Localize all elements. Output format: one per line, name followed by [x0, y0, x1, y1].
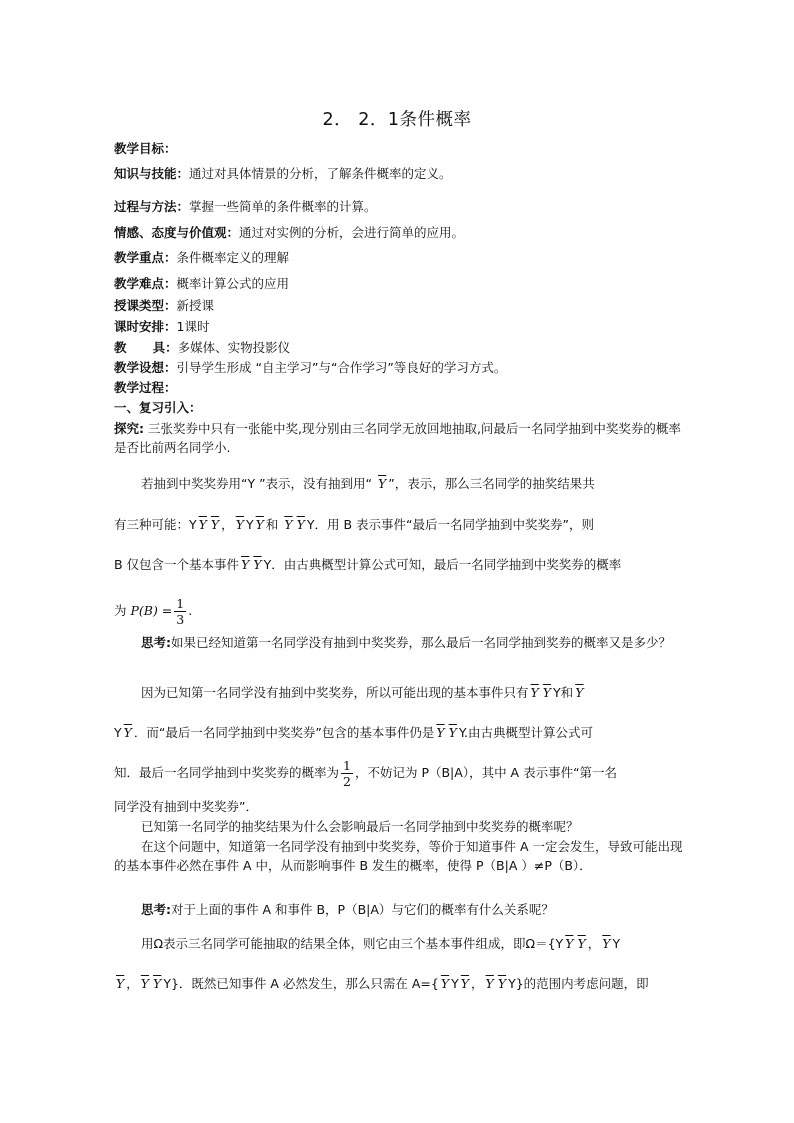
type-label: 授课类型：: [114, 298, 177, 313]
key-line: [114, 248, 684, 267]
explore-paragraph: [114, 419, 684, 457]
text: 用Ω表示三名同学可能抽取的结果全体，则它由三个基本事件组成，即Ω＝{Y: [141, 936, 564, 951]
think2-paragraph: [141, 900, 686, 919]
text: Y.由古典概型计算公式可: [458, 725, 593, 740]
text: .: [188, 603, 193, 618]
hours-label: 课时安排：: [114, 319, 177, 334]
text: ，: [221, 517, 234, 532]
text: 若抽到中奖奖券用“Y ”表示，没有抽到用“: [141, 476, 377, 491]
y-bar-symbol: $\overline{Y}$: [116, 976, 125, 991]
y-bar-symbol: $\overline{Y}$: [497, 976, 507, 991]
text: 因为已知第一名同学没有抽到中奖奖券，所以可能出现的基本事件只有: [141, 685, 529, 700]
design-line: [114, 358, 684, 377]
y-bar-symbol: $\overline{Y}$: [284, 517, 293, 532]
text: Y和: [553, 685, 574, 700]
design-label: 教学设想：: [114, 360, 177, 375]
text: ，: [126, 976, 139, 991]
y-bar-symbol: $\overline{Y}$: [577, 936, 586, 951]
text: 有三种可能：Y: [114, 517, 197, 532]
fraction-numerator: 1: [176, 596, 185, 611]
fraction-one-third: [174, 596, 186, 627]
y-bar-symbol: $\overline{Y}$: [140, 976, 150, 991]
para-line-9: 已知第一名同学的抽奖结果为什么会影响最后一名同学抽到中奖奖券的概率呢？: [141, 819, 579, 834]
key-text: 条件概率定义的理解: [176, 250, 290, 265]
text: ，: [471, 976, 484, 991]
y-bar-symbol: $\overline{Y}$: [448, 725, 457, 740]
text: 为: [114, 603, 131, 618]
tools-text: 多媒体、实物投影仪: [177, 340, 291, 355]
text: Y}的范围内考虑问题，即: [508, 976, 649, 991]
y-bar-symbol: $\overline{Y}$: [378, 476, 387, 491]
para-line-5: [141, 683, 686, 702]
text: Y: [451, 976, 459, 991]
skill-line: [114, 164, 684, 183]
y-bar-symbol: $\overline{Y}$: [253, 557, 262, 572]
fraction-denominator: 2: [343, 774, 351, 789]
text: ，: [587, 936, 601, 951]
y-bar-symbol: $\overline{Y}$: [210, 517, 220, 532]
y-bar-symbol: $\overline{Y}$: [542, 685, 552, 700]
difficulty-text: 概率计算公式的应用: [176, 276, 290, 291]
text: Y}．既然已知事件 A 必然发生，那么只需在 A={: [163, 976, 439, 991]
process-heading: 教学过程：: [114, 380, 177, 395]
formula-pb: P(B) =: [130, 603, 173, 618]
y-bar-symbol: $\overline{Y}$: [565, 936, 574, 951]
key-label: 教学重点：: [114, 250, 177, 265]
para-line-11: [141, 934, 686, 953]
text: 知．最后一名同学抽到中奖奖券的概率为: [114, 765, 340, 780]
para-line-1: [141, 474, 686, 493]
para-line-8: 同学没有抽到中奖奖券”．: [114, 799, 258, 814]
para-line-2: [114, 515, 684, 534]
type-text: 新授课: [176, 298, 215, 313]
think1-paragraph: [114, 633, 684, 652]
explore-text: 三张奖券中只有一张能中奖,现分别由三名同学无放回地抽取,问最后一名同学抽到中奖奖券的概率是否比前两名同学小.: [114, 421, 681, 455]
tools-label: 教 具：: [114, 340, 178, 355]
skill-text: 通过对具体情景的分析，了解条件概率的定义。: [189, 166, 452, 181]
explore-label: 探究:: [114, 421, 144, 436]
emotion-text: 通过对实例的分析，会进行简单的应用。: [239, 225, 465, 240]
y-bar-symbol: $\overline{Y}$: [153, 976, 162, 991]
type-line: [114, 296, 684, 315]
process-label: 过程与方法：: [114, 199, 190, 214]
text: ，不妨记为 P（B|A），其中 A 表示事件“第一名: [354, 765, 618, 780]
y-bar-symbol: $\overline{Y}$: [123, 725, 132, 740]
y-bar-symbol: $\overline{Y}$: [198, 517, 207, 532]
fraction-denominator: 3: [176, 612, 185, 627]
skill-label: 知识与技能：: [114, 166, 190, 181]
fraction-numerator: 1: [343, 758, 351, 773]
process-text: 掌握一些简单的条件概率的计算。: [189, 199, 377, 214]
para-line-4: [114, 594, 684, 628]
text: ．而“最后一名同学抽到中奖奖券”包含的基本事件仍是: [133, 725, 435, 740]
y-bar-symbol: $\overline{Y}$: [602, 936, 611, 951]
text: Y: [114, 725, 122, 740]
para-line-12: [114, 974, 684, 993]
para-line-3: [114, 555, 684, 574]
y-bar-symbol: $\overline{Y}$: [485, 976, 494, 991]
fraction-one-half: [341, 758, 353, 789]
think1-label: 思考:: [141, 635, 171, 650]
emotion-line: [114, 223, 684, 242]
y-bar-symbol: $\overline{Y}$: [235, 517, 244, 532]
y-bar-symbol: $\overline{Y}$: [296, 517, 305, 532]
difficulty-line: [114, 274, 684, 293]
y-bar-symbol: $\overline{Y}$: [436, 725, 445, 740]
para-line-10: 在这个问题中，知道第一名同学没有抽到中奖奖券，等价于知道事件 A 一定会发生，导致可能出现的基本事件必然在事件 A 中，从而影响事件 B 发生的概率，使得 P（B|A ）≠P（B）．: [114, 839, 683, 873]
y-bar-symbol: $\overline{Y}$: [241, 557, 250, 572]
tools-line: [114, 338, 684, 357]
y-bar-symbol: $\overline{Y}$: [440, 976, 450, 991]
process-line: [114, 197, 684, 216]
hours-text: 1课时: [176, 319, 210, 334]
text: Y．由古典概型计算公式可知，最后一名同学抽到中奖奖券的概率: [263, 557, 622, 572]
para-line-7: [114, 756, 684, 790]
text: ”，表示，那么三名同学的抽奖结果共: [388, 476, 595, 491]
para-line-6: [114, 723, 684, 742]
text: 和: [265, 517, 283, 532]
text: Y: [612, 936, 621, 951]
difficulty-label: 教学难点：: [114, 276, 177, 291]
think2-text: 对于上面的事件 A 和事件 B，P（B|A）与它们的概率有什么关系呢？: [171, 902, 554, 917]
design-text: 引导学生形成 “自主学习”与“合作学习”等良好的学习方式。: [176, 360, 507, 375]
section-review-heading: 一、复习引入：: [114, 400, 202, 415]
text: Y．用 B 表示事件“最后一名同学抽到中奖奖券”，则: [306, 517, 594, 532]
page-title: 2． 2．1条件概率: [322, 110, 472, 130]
y-bar-symbol: $\overline{Y}$: [575, 685, 584, 700]
text: Y: [245, 517, 254, 532]
text: B 仅包含一个基本事件: [114, 557, 240, 572]
teaching-goal-heading: 教学目标：: [114, 141, 177, 156]
y-bar-symbol: $\overline{Y}$: [530, 685, 539, 700]
hours-line: [114, 317, 684, 336]
think1-text: 如果已经知道第一名同学没有抽到中奖奖券，那么最后一名同学抽到奖券的概率又是多少？: [171, 635, 672, 650]
y-bar-symbol: $\overline{Y}$: [460, 976, 470, 991]
y-bar-symbol: $\overline{Y}$: [255, 517, 264, 532]
emotion-label: 情感、态度与价值观：: [114, 225, 240, 240]
think2-label: 思考:: [141, 902, 171, 917]
